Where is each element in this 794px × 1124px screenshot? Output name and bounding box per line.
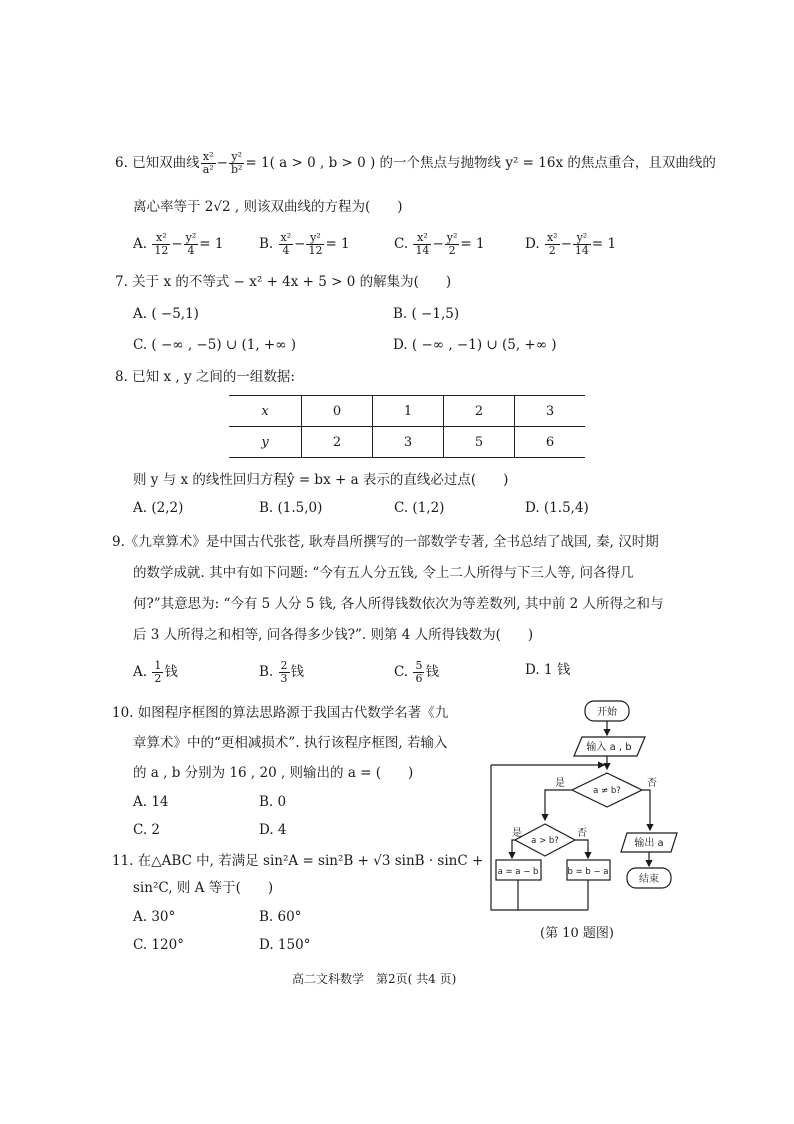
q6-option-b: B. $\frac{\text{x²}}{4}$ − $\frac{\text{y²}}{12}$ = 1 [259,231,350,257]
q9-line1: 9.《九章算术》是中国古代张苍, 耿寿昌所撰写的一部数学专著, 全书总结了战国, 秦, 汉时期 [112,534,659,550]
q8-option-a: A. (2,2) [133,500,184,516]
flow-input-label: 输入 a , b [586,742,632,753]
q7-option-b: B. ( −1,5) [393,306,460,322]
q9-option-a: A. $\frac{1}{2}$ 钱 [133,659,178,685]
q10-option-b: B. 0 [259,794,287,810]
flow-end-label: 结束 [639,874,659,885]
q9-option-c: C. $\frac{5}{6}$ 钱 [394,659,439,685]
flow-no2-label: 否 [577,828,587,839]
q6-option-a: A. $\frac{\text{x²}}{12}$ − $\frac{\text{y²}}{4}$ = 1 [133,231,224,257]
q9-option-b: B. $\frac{2}{3}$ 钱 [259,659,305,685]
flow-cond2-label: a > b? [531,836,559,846]
q10-option-a: A. 14 [133,794,169,810]
q7-option-a: A. ( −5,1) [133,306,199,322]
q9-line2: 的数学成就. 其中有如下问题: “今有五人分五钱, 令上二人所得与下三人等, 问各得几 [133,565,634,581]
page-footer: 高二文科数学 第2页( 共4 页) [292,972,457,986]
flow-process-left-label: a = a − b [497,867,539,877]
flow-arrow [512,840,515,858]
flow-start-label: 开始 [597,707,617,718]
q8-followup: 则 y 与 x 的线性回归方程ŷ = bx + a 表示的直线必过点( ) [133,472,509,488]
q7-stem: 7. 关于 x 的不等式 − x² + 4x + 5 > 0 的解集为( ) [115,274,452,290]
flow-arrow [575,840,588,858]
flow-process-right-label: b = b − a [567,867,609,877]
q11-line2: sin²C, 则 A 等于( ) [133,880,274,896]
flow-arrow [642,790,650,830]
q11-line1: 11. 在△ABC 中, 若满足 sin²A = sin²B + √3 sinB · sinC + [112,853,484,869]
table-cell: 2 [444,396,515,427]
table-cell: 0 [302,396,373,427]
table-cell: 1 [373,396,444,427]
q11-option-b: B. 60° [259,909,302,925]
q7-option-d: D. ( −∞ , −1) ∪ (5, +∞ ) [393,337,557,353]
flow-yes2-label: 是 [512,828,522,839]
q10-flowchart [480,690,700,950]
q8-option-b: B. (1.5,0) [259,500,323,516]
table-cell: y [229,427,302,458]
q10-line1: 10. 如图程序框图的算法思路源于我国古代数学名著《九 [112,705,449,721]
q8-stem: 8. 已知 x , y 之间的一组数据: [115,369,295,385]
q8-option-c: C. (1,2) [394,500,445,516]
table-cell: 3 [373,427,444,458]
q6-option-c: C. $\frac{\text{x²}}{14}$ − $\frac{\text{y²}}{2}$ = 1 [394,231,485,257]
q11-option-c: C. 120° [133,937,184,953]
q9-line4: 后 3 人所得之和相等, 问各得多少钱?”. 则第 4 人所得钱数为( ) [133,627,534,643]
q10-line2: 章算术》中的“更相减损术”. 执行该程序框图, 若输入 [133,735,448,751]
q6-stem-line2: 离心率等于 2√2 , 则该双曲线的方程为( ) [133,199,403,215]
table-cell: x [229,396,302,427]
table-cell: 2 [302,427,373,458]
flow-arrow [545,790,572,820]
q6-stem-line1: 6. 已知双曲线 $\frac{\text{x²}}{\text{a²}}$ − $\frac{\text{y²}}{\text{b²}}$ = 1( a > 0 , b > 0 ) 的一个焦点与抛物线 y² = 16x 的焦点重合，且双曲线的 [115,150,716,176]
flow-yes1-label: 是 [555,778,565,789]
flow-cond1-label: a ≠ b? [593,786,621,796]
q9-line3: 何?”其意思为: “今有 5 人分 5 钱, 各人所得钱数依次为等差数列, 其中前 2 人所得之和与 [133,596,664,612]
q6-option-d: D. $\frac{\text{x²}}{2}$ − $\frac{\text{y²}}{14}$ = 1 [525,231,617,257]
flow-output-label: 输出 a [634,838,664,849]
q11-option-d: D. 150° [259,937,311,953]
q10-option-d: D. 4 [259,822,287,838]
table-cell: 5 [444,427,515,458]
q11-option-a: A. 30° [133,909,176,925]
q8-option-d: D. (1.5,4) [525,500,589,516]
flow-no1-label: 否 [647,778,657,789]
q9-option-d: D. 1 钱 [525,662,571,678]
q10-option-c: C. 2 [133,822,161,838]
flowchart-caption: (第 10 题图) [540,926,614,941]
table-cell: 6 [515,427,586,458]
q10-line3: 的 a , b 分别为 16 , 20 , 则输出的 a = ( ) [133,765,414,781]
q7-option-c: C. ( −∞ , −5) ∪ (1, +∞ ) [133,337,297,353]
table-row [229,427,585,458]
q8-data-table [229,395,585,458]
table-cell: 3 [515,396,586,427]
table-row [229,396,585,427]
